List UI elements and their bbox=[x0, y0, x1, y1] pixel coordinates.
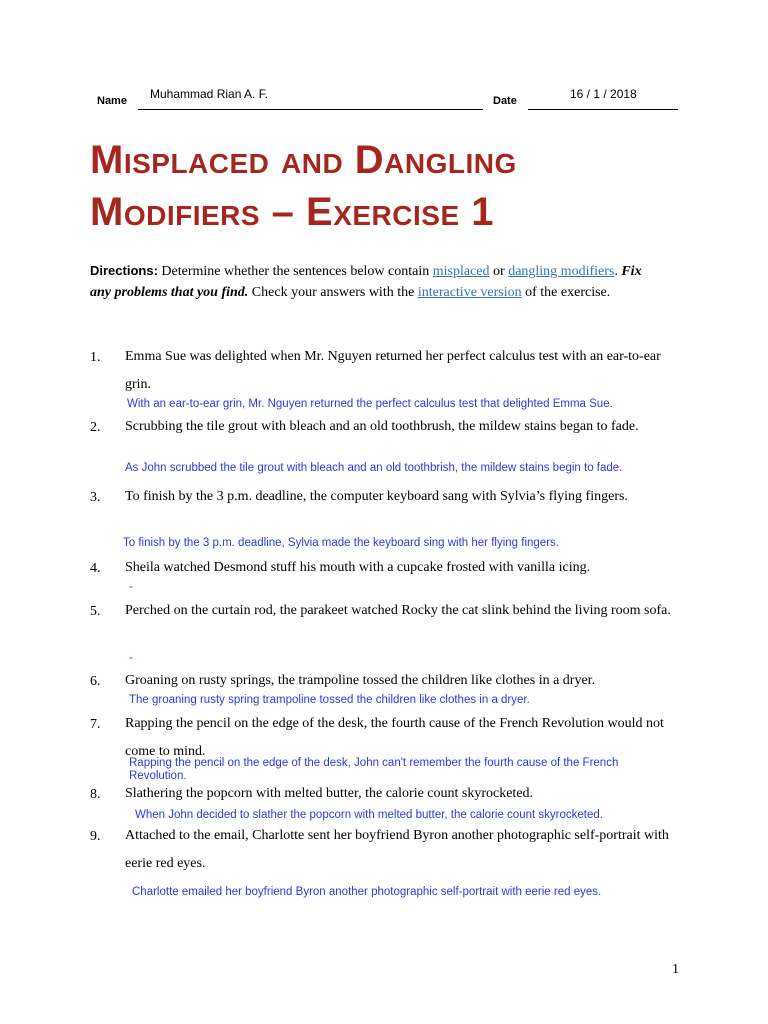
directions-paragraph bbox=[90, 260, 660, 303]
answer-text: As John scrubbed the tile grout with bleach and an old toothbrish, the mildew stains begin to fade. bbox=[125, 462, 623, 474]
question-text: Sheila watched Desmond stuff his mouth with a cupcake frosted with vanilla icing. bbox=[125, 560, 591, 575]
question-number: 2. bbox=[90, 420, 101, 435]
misplaced-link[interactable]: misplaced bbox=[432, 264, 490, 279]
question-number: 9. bbox=[90, 829, 101, 844]
answer-text: To finish by the 3 p.m. deadline, Sylvia made the keyboard sing with her flying fingers. bbox=[123, 537, 559, 549]
directions-text-4: Check your answers with the bbox=[248, 285, 418, 300]
title-line-1: Misplaced and Dangling bbox=[90, 138, 517, 182]
answer-text: - bbox=[129, 581, 133, 593]
question-text: Perched on the curtain rod, the parakeet watched Rocky the cat slink behind the living room sofa. bbox=[125, 603, 671, 618]
directions-text-3: . bbox=[614, 264, 622, 279]
question-text: Emma Sue was delighted when Mr. Nguyen returned her perfect calculus test with an ear-to-ear grin. bbox=[125, 349, 661, 392]
question-text: Slathering the popcorn with melted butter, the calorie count skyrocketed. bbox=[125, 786, 534, 801]
question-number: 3. bbox=[90, 490, 101, 505]
answer-text: The groaning rusty spring trampoline tossed the children like clothes in a dryer. bbox=[129, 694, 530, 706]
question-number: 4. bbox=[90, 561, 101, 576]
question-number: 6. bbox=[90, 674, 101, 689]
question-text: Groaning on rusty springs, the trampoline tossed the children like clothes in a dryer. bbox=[125, 673, 596, 688]
date-value: 16 / 1 / 2018 bbox=[570, 87, 637, 101]
directions-text-1: Determine whether the sentences below contain bbox=[157, 264, 433, 279]
name-underline bbox=[138, 109, 483, 110]
question-text: Rapping the pencil on the edge of the desk, the fourth cause of the French Revolution would not come to mind. bbox=[125, 716, 664, 759]
answer-text: Rapping the pencil on the edge of the desk, John can't remember the fourth cause of the French Revolution. bbox=[129, 757, 619, 782]
title-line-2: Modifiers – Exercise 1 bbox=[90, 190, 494, 234]
dangling-modifiers-link[interactable]: dangling modifiers bbox=[508, 264, 615, 279]
answer-text: - bbox=[129, 652, 133, 664]
answer-text: With an ear-to-ear grin, Mr. Nguyen returned the perfect calculus test that delighted Emma Sue. bbox=[127, 398, 613, 410]
question-text: Scrubbing the tile grout with bleach and an old toothbrush, the mildew stains began to fade. bbox=[125, 419, 639, 434]
directions-text-2: or bbox=[489, 264, 509, 279]
name-value: Muhammad Rian A. F. bbox=[150, 87, 269, 101]
directions-emphasis: Fix any problems that you find. bbox=[90, 264, 642, 300]
directions-text-5: of the exercise. bbox=[521, 285, 611, 300]
interactive-version-link[interactable]: interactive version bbox=[417, 285, 522, 300]
question-number: 8. bbox=[90, 787, 101, 802]
date-label: Date bbox=[493, 95, 517, 107]
question-number: 1. bbox=[90, 350, 101, 365]
question-text: To finish by the 3 p.m. deadline, the computer keyboard sang with Sylvia’s flying fingers. bbox=[125, 489, 628, 504]
directions-label: Directions: bbox=[90, 263, 158, 278]
page-number: 1 bbox=[672, 962, 679, 977]
page-title bbox=[90, 134, 710, 238]
question-number: 5. bbox=[90, 604, 101, 619]
date-underline bbox=[528, 109, 678, 110]
name-label: Name bbox=[97, 95, 127, 107]
answer-text: Charlotte emailed her boyfriend Byron another photographic self-portrait with eerie red eyes. bbox=[132, 886, 602, 898]
answer-text: When John decided to slather the popcorn with melted butter, the calorie count skyrocketed. bbox=[135, 809, 603, 821]
question-number: 7. bbox=[90, 717, 101, 732]
question-text: Attached to the email, Charlotte sent her boyfriend Byron another photographic self-portrait with eerie red eyes. bbox=[125, 828, 669, 871]
